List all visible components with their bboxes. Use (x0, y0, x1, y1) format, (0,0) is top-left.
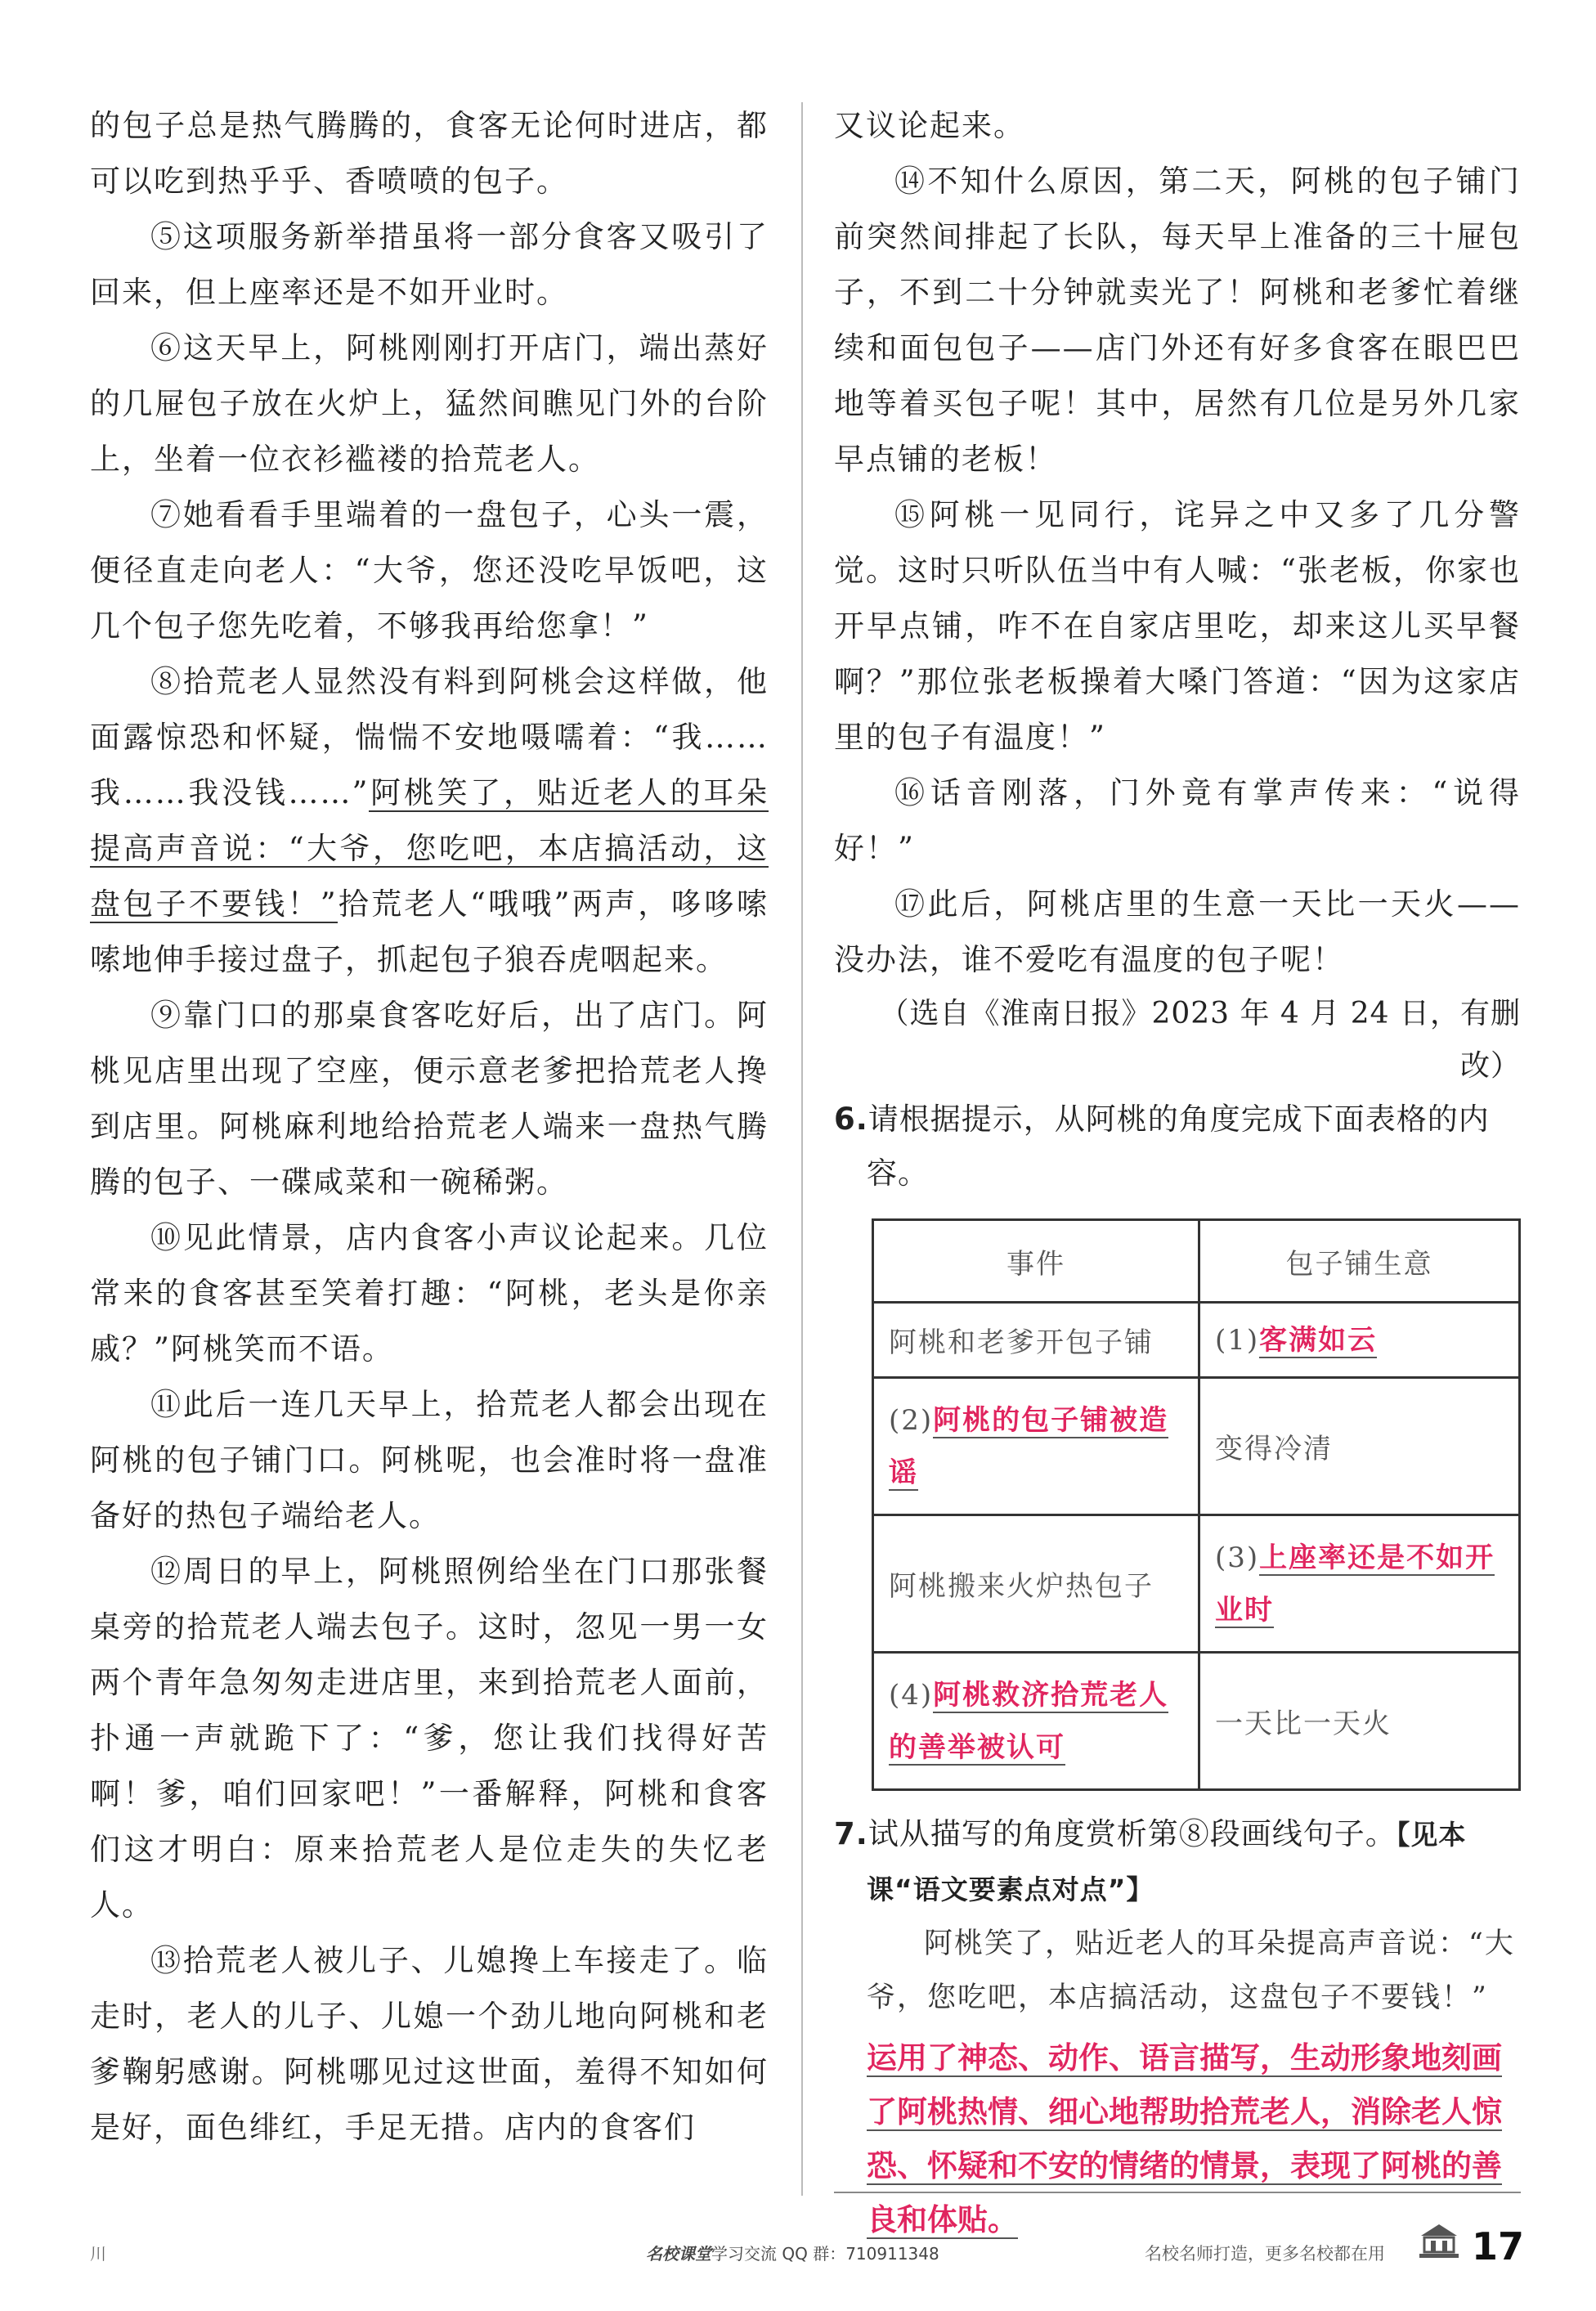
paragraph-15: ⑮阿桃一见同行，诧异之中又多了几分警觉。这时只听队伍当中有人喊：“张老板，你家也开早点铺，咋不在自家店里吃，却来这儿买早餐啊？”那位张老板操着大嗓门答道：“因为这家店里的包子有温度！” (834, 497, 1521, 755)
table-cell-business (1199, 1303, 1520, 1378)
table-cell-event (873, 1653, 1199, 1790)
table-row (873, 1378, 1520, 1515)
paragraph-16: ⑯话音刚落，门外竟有掌声传来：“说得好！” (834, 775, 1521, 866)
table-cell-event: 阿桃和老爹开包子铺 (873, 1303, 1199, 1378)
paragraph-10: ⑩见此情景，店内食客小声议论起来。几位常来的食客甚至笑着打趣：“阿桃，老头是你亲戚？”阿桃笑而不语。 (90, 1220, 769, 1366)
answer-text: 阿桃的包子铺被造谣 (889, 1403, 1169, 1489)
answer-text: 客满如云 (1259, 1323, 1378, 1357)
paragraph-13: ⑬拾荒老人被儿子、儿媳搀上车接走了。临走时，老人的儿子、儿媳一个劲儿地向阿桃和老爹鞠躬感谢。阿桃哪见过这世面，羞得不知如何是好，面色绯红，手足无措。店内的食客们 (90, 1943, 769, 2145)
paragraph-8-start: ⑧拾荒老人显然没有料到阿桃会这样做，他面露惊恐和怀疑，惴惴不安地嗫嚅着：“我……我……我没钱……” (90, 664, 769, 810)
question-6 (834, 1093, 1521, 1200)
blank-mark: (3) (1215, 1541, 1260, 1574)
question-7-reference: 【见本课“语文要素点对点”】 (867, 1819, 1467, 1905)
table-header-row (873, 1220, 1520, 1303)
source-citation: （选自《淮南日报》2023 年 4 月 24 日，有删改） (879, 997, 1521, 1083)
paragraph-6: ⑥这天早上，阿桃刚刚打开店门，端出蒸好的几屉包子放在火炉上，猛然间瞧见门外的台阶上，坐着一位衣衫褴褛的拾荒老人。 (90, 330, 769, 477)
edition-tag: 川 (90, 2244, 106, 2264)
header-event: 事件 (873, 1220, 1199, 1303)
table-cell-business: 变得冷清 (1199, 1378, 1520, 1515)
column-divider (801, 102, 803, 2196)
right-column (834, 98, 1521, 2247)
paragraph-5: ⑤这项服务新举措虽将一部分食客又吸引了回来，但上座率还是不如开业时。 (90, 219, 769, 310)
paragraph-8 (90, 654, 769, 988)
table-row (873, 1653, 1520, 1790)
paragraph-14: ⑭不知什么原因，第二天，阿桃的包子铺门前突然间排起了长队，每天早上准备的三十屉包子，不到二十分钟就卖光了！阿桃和老爹忙着继续和面包包子——店门外还有好多食客在眼巴巴地等着买包子呢！其中，居然有几位是另外几家早点铺的老板！ (834, 164, 1521, 477)
paragraph-8-end: 拾荒老人“哦哦”两声，哆哆嗦嗦地伸手接过盘子，抓起包子狼吞虎咽起来。 (90, 886, 769, 977)
underlined-sentence: 阿桃笑了，贴近老人的耳朵提高声音说：“大爷，您吃吧，本店搞活动，这盘包子不要钱！” (90, 775, 769, 922)
footer-rule (834, 2192, 1521, 2193)
paragraph-17: ⑰此后，阿桃店里的生意一天比一天火——没办法，谁不爱吃有温度的包子呢！ (834, 886, 1521, 977)
paragraph-13-continued: 又议论起来。 (834, 108, 1025, 143)
question-6-text: 请根据提示，从阿桃的角度完成下面表格的内容。 (867, 1102, 1490, 1191)
footer-brand-line (646, 2241, 939, 2264)
answer-text: 阿桃救济拾荒老人的善举被认可 (889, 1678, 1169, 1764)
table-cell-business: 一天比一天火 (1199, 1653, 1520, 1790)
blank-mark: (4) (889, 1678, 934, 1712)
question-6-number: 6. (834, 1102, 868, 1137)
brand-logo-text: 名校课堂 (646, 2244, 711, 2264)
blank-mark: (1) (1215, 1323, 1260, 1357)
paragraph-9: ⑨靠门口的那桌食客吃好后，出了店门。阿桃见店里出现了空座，便示意老爹把拾荒老人搀到店里。阿桃麻利地给拾荒老人端来一盘热气腾腾的包子、一碟咸菜和一碗稀粥。 (90, 998, 769, 1200)
blank-mark: (2) (889, 1403, 934, 1437)
page-number: 17 (1472, 2224, 1525, 2268)
table-cell-business (1199, 1515, 1520, 1653)
table-cell-event (873, 1378, 1199, 1515)
paragraph-7: ⑦她看看手里端着的一盘包子，心头一震，便径直走向老人：“大爷，您还没吃早饭吧，这几个包子您先吃着，不够我再给您拿！” (90, 497, 769, 644)
page-footer (0, 2192, 1596, 2290)
question-7-quote: 阿桃笑了，贴近老人的耳朵提高声音说：“大爷，您吃吧，本店搞活动，这盘包子不要钱！” (867, 1927, 1515, 2014)
paragraph-continued: 的包子总是热气腾腾的，食客无论何时进店，都可以吃到热乎乎、香喷喷的包子。 (90, 108, 769, 199)
question-7-number: 7. (834, 1816, 868, 1851)
header-business: 包子铺生意 (1199, 1220, 1520, 1303)
paragraph-12: ⑫周日的早上，阿桃照例给坐在门口那张餐桌旁的拾荒老人端去包子。这时，忽见一男一女两个青年急匆匆走进店里，来到拾荒老人面前，扑通一声就跪下了：“爹，您让我们找得好苦啊！爹，咱们回家吧！”一番解释，阿桃和食客们这才明白：原来拾荒老人是位走失的失忆老人。 (90, 1554, 769, 1923)
answer-table (872, 1218, 1521, 1791)
paragraph-11: ⑪此后一连几天早上，拾荒老人都会出现在阿桃的包子铺门口。阿桃呢，也会准时将一盘准备好的热包子端给老人。 (90, 1387, 769, 1533)
left-column (90, 98, 769, 2156)
qq-group: 学习交流 QQ 群：710911348 (711, 2244, 939, 2264)
answer-text: 运用了神态、动作、语言描写，生动形象地刻画了阿桃热情、细心地帮助拾荒老人，消除老人惊恐、怀疑和不安的情绪的情景，表现了阿桃的善良和体贴。 (867, 2040, 1502, 2237)
answer-text: 上座率还是不如开业时 (1215, 1541, 1495, 1627)
table-row (873, 1515, 1520, 1653)
footer-slogan: 名校名师打造，更多名校都在用 (1145, 2244, 1385, 2264)
school-logo-icon (1414, 2215, 1464, 2264)
table-row (873, 1303, 1520, 1378)
table-cell-event: 阿桃搬来火炉热包子 (873, 1515, 1199, 1653)
question-7 (834, 1807, 1521, 1917)
question-7-text: 试从描写的角度赏析第⑧段画线句子。 (867, 1816, 1396, 1851)
